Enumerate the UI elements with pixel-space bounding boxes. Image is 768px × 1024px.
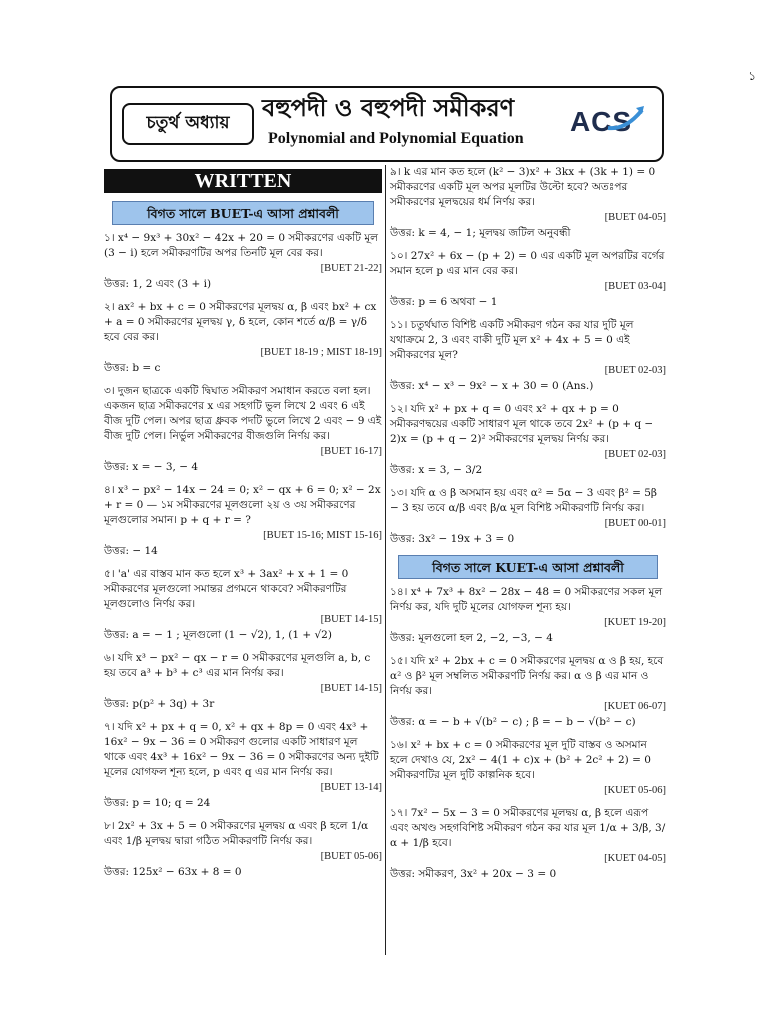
question-item [390,402,666,478]
answer-text: উত্তর: মূলগুলো হল 2, −2, −3, − 4 [390,632,553,644]
right-question-list-kuet [390,585,666,882]
question-item [390,806,666,882]
exam-tag: [KUET 05-06] [604,785,666,796]
question-item [104,231,382,292]
answer-text: উত্তর: p(p² + 3q) + 3r [104,698,215,710]
exam-tag: [BUET 14-15] [320,614,382,625]
answer-text: উত্তর: a = − 1 ; মূলগুলো (1 − √2), 1, (1 + √2) [104,629,332,641]
question-item [390,165,666,241]
exam-tag: [BUET 05-06] [320,851,382,862]
title-bengali: বহুপদী ও বহুপদী সমীকরণ [262,93,515,122]
logo-text: ACS [569,106,633,137]
section-kuet: বিগত সালে KUET-এ আসা প্রশ্নাবলী [398,555,658,579]
exam-tag: [BUET 04-05] [604,212,666,223]
question-item [390,249,666,310]
question-text: ৫। 'a' এর বাস্তব মান কত হলে x³ + 3ax² + x + 1 = 0 সমীকরণের মূলগুলো সমান্তর প্রগমনে থাকবে? সমীকরণটির মূলগুলোও নির্ণয় কর। [104,568,349,610]
left-question-list [104,231,382,880]
exam-tag: [BUET 03-04] [604,281,666,292]
answer-text: উত্তর: α = − b + √(b² − c) ; β = − b − √(b² − c) [390,716,636,728]
exam-tag: [BUET 02-03] [604,365,666,376]
question-item [104,819,382,880]
question-text: ৭। যদি x² + px + q = 0, x² + qx + 8p = 0 এবং 4x³ + 16x² − 9x − 36 = 0 সমীকরণ গুলোর একটি সাধারণ মূল থাকে এবং 4x³ + 16x² − 9x − 36 = 0 সমীকরণের অন্য দুইটি মূলের যোগফল শূন্য হলে, p এবং q এর মান নির্ণয় কর। [104,721,379,778]
question-text: ১১। চতুর্থঘাত বিশিষ্ট একটি সমীকরণ গঠন কর যার দুটি মূল যথাক্রমে 2, 3 এবং বাকী দুটি মূল x² + 4x + 5 = 0 এই সমীকরণের মূল? [390,319,634,361]
left-column [104,165,382,888]
question-item [104,720,382,811]
question-text: ১৭। 7x² − 5x − 3 = 0 সমীকরণের মূলদ্বয় α, β হলে এরূপ এবং অখণ্ড সহগবিশিষ্ট সমীকরণ গঠন কর যার মূল 1/α + 3/β, 3/α + 1/β হবে। [390,807,666,849]
exam-tag: [KUET 04-05] [604,853,666,864]
question-text: ১২। যদি x² + px + q = 0 এবং x² + qx + p = 0 সমীকরণদ্বয়ের একটি সাধারণ মূল থাকে তবে 2x² + (p + q − 2)x = (p + q − 2)² সমীকরণের মূলদ্বয় নির্ণয় কর। [390,403,654,445]
question-item [104,651,382,712]
exam-tag: [BUET 14-15] [320,683,382,694]
answer-text: উত্তর: সমীকরণ, 3x² + 20x − 3 = 0 [390,868,557,880]
question-item [104,384,382,475]
question-text: ৪। x³ − px² − 14x − 24 = 0; x² − qx + 6 = 0; x² − 2x + r = 0 — ১ম সমীকরণের মূলগুলো ২য় ও ৩য় সমীকরণের মূলগুলোর সমান। p + q + r = ? [104,484,381,526]
question-item [390,486,666,547]
question-item [390,585,666,646]
answer-text: উত্তর: 125x² − 63x + 8 = 0 [104,866,242,878]
question-text: ১৫। যদি x² + 2bx + c = 0 সমীকরণের মূলদ্বয় α ও β হয়, হবে α² ও β² মূল সম্বলিত সমীকরণটি নির্ণয় কর। α ও β এর মান ও নির্ণয় কর। [390,655,664,697]
answer-text: উত্তর: 3x² − 19x + 3 = 0 [390,533,515,545]
written-banner: WRITTEN [104,169,382,193]
exam-tag: [KUET 19-20] [604,617,666,628]
logo-swoosh-icon [606,104,646,134]
question-item [390,654,666,730]
exam-tag: [BUET 15-16; MIST 15-16] [263,530,382,541]
exam-tag: [KUET 06-07] [604,701,666,712]
question-text: ৯। k এর মান কত হলে (k² − 3)x² + 3kx + (3k + 1) = 0 সমীকরণের একটি মূল অপর মূলটির উল্টো হবে? অতঃপর সমীকরণের মূলদ্বয়ের ধর্ম নির্ণয় কর। [390,166,656,208]
question-text: ২। ax² + bx + c = 0 সমীকরণের মূলদ্বয় α, β এবং bx² + cx + a = 0 সমীকরণের মূলদ্বয় γ, δ হলে, কোন শর্তে α/β = γ/δ হবে বের কর। [104,301,377,343]
chapter-label: চতুর্থ অধ্যায় [122,103,254,145]
answer-text: উত্তর: − 14 [104,545,158,557]
exam-tag: [BUET 18-19 ; MIST 18-19] [260,347,382,358]
answer-text: উত্তর: p = 6 অথবা − 1 [390,296,498,308]
answer-text: উত্তর: 1, 2 এবং (3 + i) [104,278,212,290]
question-item [104,567,382,643]
question-text: ১৬। x² + bx + c = 0 সমীকরণের মূল দুটি বাস্তব ও অসমান হলে দেখাও যে, 2x² − 4(1 + c)x + (b² + 2c² + 2) = 0 সমীকরণটির মূল দুটি কাল্পনিক হবে। [390,739,651,781]
question-text: ১। x⁴ − 9x³ + 30x² − 42x + 20 = 0 সমীকরণের একটি মূল (3 − i) হলে সমীকরণটির অপর তিনটি মূল বের কর। [104,232,378,259]
answer-text: উত্তর: x = − 3, − 4 [104,461,199,473]
answer-text: উত্তর: x⁴ − x³ − 9x² − x + 30 = 0 (Ans.) [390,380,594,392]
column-divider [385,165,386,955]
answer-text: উত্তর: x = 3, − 3/2 [390,464,483,476]
question-text: ১০। 27x² + 6x − (p + 2) = 0 এর একটি মূল অপরটির বর্গের সমান হলে p এর মান বের কর। [390,250,665,277]
exam-tag: [BUET 16-17] [320,446,382,457]
question-text: ৩। দুজন ছাত্রকে একটি দ্বিঘাত সমীকরণ সমাধান করতে বলা হল। একজন ছাত্র সমীকরণের x এর সহগটি ভুল লিখে 2 এবং 6 এই বীজ দুটি পেল। অপর ছাত্র ধ্রুবক পদটি ভুলে লিখে 2 এবং − 9 এই বীজ দুটি পেল। নির্ভুল সমীকরণের বীজগুলি নির্ণয় কর। [104,385,382,442]
right-column [390,165,666,890]
title-english: Polynomial and Polynomial Equation [268,130,524,147]
answer-text: উত্তর: b = c [104,362,161,374]
question-text: ১৩। যদি α ও β অসমান হয় এবং α² = 5α − 3 এবং β² = 5β − 3 হয় তবে α/β এবং β/α মূল বিশিষ্ট সমীকরণটি নির্ণয় কর। [390,487,658,514]
answer-text: উত্তর: p = 10; q = 24 [104,797,211,809]
question-item [390,318,666,394]
question-text: ৮। 2x² + 3x + 5 = 0 সমীকরণের মূলদ্বয় α এবং β হলে 1/α এবং 1/β মূলদ্বয় দ্বারা গঠিত সমীকরণটি নির্ণয় কর। [104,820,369,847]
exam-tag: [BUET 02-03] [604,449,666,460]
section-buet: বিগত সালে BUET-এ আসা প্রশ্নাবলী [112,201,374,225]
question-text: ১৪। x⁴ + 7x³ + 8x² − 28x − 48 = 0 সমীকরণের সকল মূল নির্ণয় কর, যদি দুটি মূলের যোগফল শূন্য হয়। [390,586,663,613]
answer-text: উত্তর: k = 4, − 1; মূলদ্বয় জটিল অনুবন্ধী [390,227,571,239]
question-item [104,300,382,376]
exam-tag: [BUET 00-01] [604,518,666,529]
page-number: ১ [748,69,756,83]
acs-logo [548,90,654,154]
question-text: ৬। যদি x³ − px² − qx − r = 0 সমীকরণের মূলগুলি a, b, c হয় তবে a³ + b³ + c³ এর মান নির্ণয় কর। [104,652,371,679]
question-item [390,738,666,798]
exam-tag: [BUET 21-22] [320,263,382,274]
question-item [104,483,382,559]
exam-tag: [BUET 13-14] [320,782,382,793]
right-question-list-buet [390,165,666,547]
